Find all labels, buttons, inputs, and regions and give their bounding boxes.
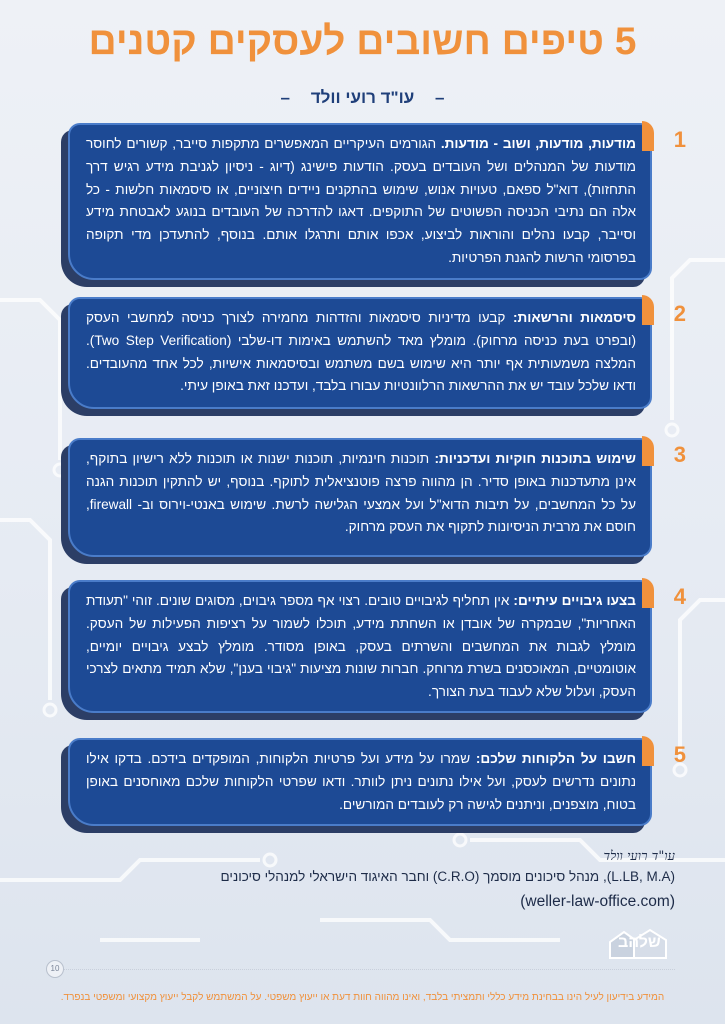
tip-text: שמרו על מידע ועל פרטיות הלקוחות, המופקדים בידכם. בדקו אילו נתונים נדרשים לעסק, ועל אילו נתונים ניתן לוותר. ודאו שפרטי הלקוחות שלכם מאוחסנים באופן בטוח, מוצפנים, וניתנים לגישה רק לעובדים המורשים. <box>86 751 636 812</box>
tip-card-body <box>68 123 652 280</box>
tip-card-2 <box>68 297 686 409</box>
tip-text: קבעו מדיניות סיסמאות והזדהות מחמירה לצורך כניסה למחשבי העסק (ובפרט בעת כניסה מרחוק). מומלץ מאד להשתמש באימות דו-שלבי (Two Step Verification). המלצה משמעותית אף יותר היא שימוש בשם משתמש ובסיסמאות אישיות, לכל אחד מהעובדים. ודאו שלכל עובד יש את ההרשאות הרלוונטיות עבורו בלבד, ועדכנו זאת באופן עיתי. <box>86 310 636 394</box>
tip-card-body <box>68 580 652 713</box>
tip-lead: שימוש בתוכנות חוקיות ועדכניות: <box>434 451 636 466</box>
tip-card-5 <box>68 738 686 826</box>
tip-number: 3 <box>673 442 686 467</box>
tip-card-1 <box>68 123 686 280</box>
footer-divider <box>60 969 675 970</box>
disclaimer-text: המידע בידיעון לעיל הינו בבחינת מידע כללי ותמציתי בלבד, ואינו מהווה חוות דעת או ייעוץ משפטי. על המשתמש לקבל ייעוץ מקצועי ומשפטי בנפרד. <box>60 992 665 1003</box>
tip-text: תוכנות חינמיות, תוכנות ישנות או תוכנות ללא רישיון בתוקף, אינן מתעדכנות באופן סדיר. הן מהווה פרצה פוטנציאלית לתוקף. בנוסף, יש להתקין תוכנות הגנה על כל המחשבים, על תיבות הדוא"ל ועל אמצעי הגלישה לרשת. שימוש באנטי-וירוס וב- firewall, חוסם את מרבית הניסיונות לתקוף את העסק מרחוק. <box>86 451 636 535</box>
author-signature: עו"ד רועי וולד <box>603 849 675 864</box>
tip-lead: חשבו על הלקוחות שלכם: <box>475 751 636 766</box>
tip-card-3 <box>68 438 686 557</box>
subtitle-dash-right: – <box>434 88 445 107</box>
tip-number: 4 <box>673 584 686 609</box>
page-number: 10 <box>46 960 64 978</box>
tip-card-body <box>68 297 652 409</box>
tip-card-body <box>68 438 652 557</box>
tip-lead: סיסמאות והרשאות: <box>513 310 636 325</box>
tip-card-body <box>68 738 652 826</box>
tip-text: הגורמים העיקריים המאפשרים מתקפות סייבר, קשורים לחוסר מודעות של המנהלים ושל העובדים בעסק. הודעות פישינג (דיוג - ניסיון לגניבת מידע רגיש דרך התחזות), דוא"ל ספאם, טעויות אנוש, שימוש בהתקנים ניידים חיצוניים, או סיסמאות חלשות - כל אלה הם נתיבי הכניסה הפשוטים של התוקפים. דאגו להדרכה של העובדים בנוגע לאבטחת מידע וסייבר, קבעו נהלים והוראות לביצוע, אכפו אותם ותרגלו אותם. בנוסף, להתעדכן מדי תקופה בפרסומי הרשות להגנת הפרטיות. <box>86 136 636 265</box>
tip-number: 1 <box>673 127 686 152</box>
author-subtitle <box>0 88 725 108</box>
author-name: עו"ד רועי וולד <box>310 88 415 107</box>
website-link[interactable]: (weller-law-office.com) <box>520 893 675 910</box>
tip-number: 5 <box>673 742 686 767</box>
logo-text: שלהב <box>618 934 661 951</box>
subtitle-dash-left: – <box>280 88 291 107</box>
tip-text: אין תחליף לגיבויים טובים. רצוי אף מספר גיבוים, מסוגים שונים. זוהי "תעודת האחריות", שבמקרה של אובדן או השחתת מידע, תוכלו לשמור על רציפות הפעילות של העסק. מומלץ לגבות את המחשבים והשרתים בעסק, באופן מסודר. מומלץ לבצע גיבויים יומיים, אוטומטיים, המאוכסנים בשרת מרוחק. חברות שונות מציעות "גיבוי בענן", שלא תמיד מתאים לצרכי העסק, ועלול שלא לעבוד בעת הצורך. <box>86 593 636 700</box>
tip-lead: בצעו גיבויים עיתיים: <box>513 593 636 608</box>
tip-lead: מודעות, מודעות, ושוב - מודעות. <box>440 136 636 151</box>
author-credentials: (L.LB, M.A), מנהל סיכונים מוסמך (C.R.O) וחבר האיגוד הישראלי למנהלי סיכונים <box>220 869 675 884</box>
tip-card-4 <box>68 580 686 713</box>
page-title: 5 טיפים חשובים לעסקים קטנים <box>88 20 637 63</box>
tip-number: 2 <box>673 301 686 326</box>
